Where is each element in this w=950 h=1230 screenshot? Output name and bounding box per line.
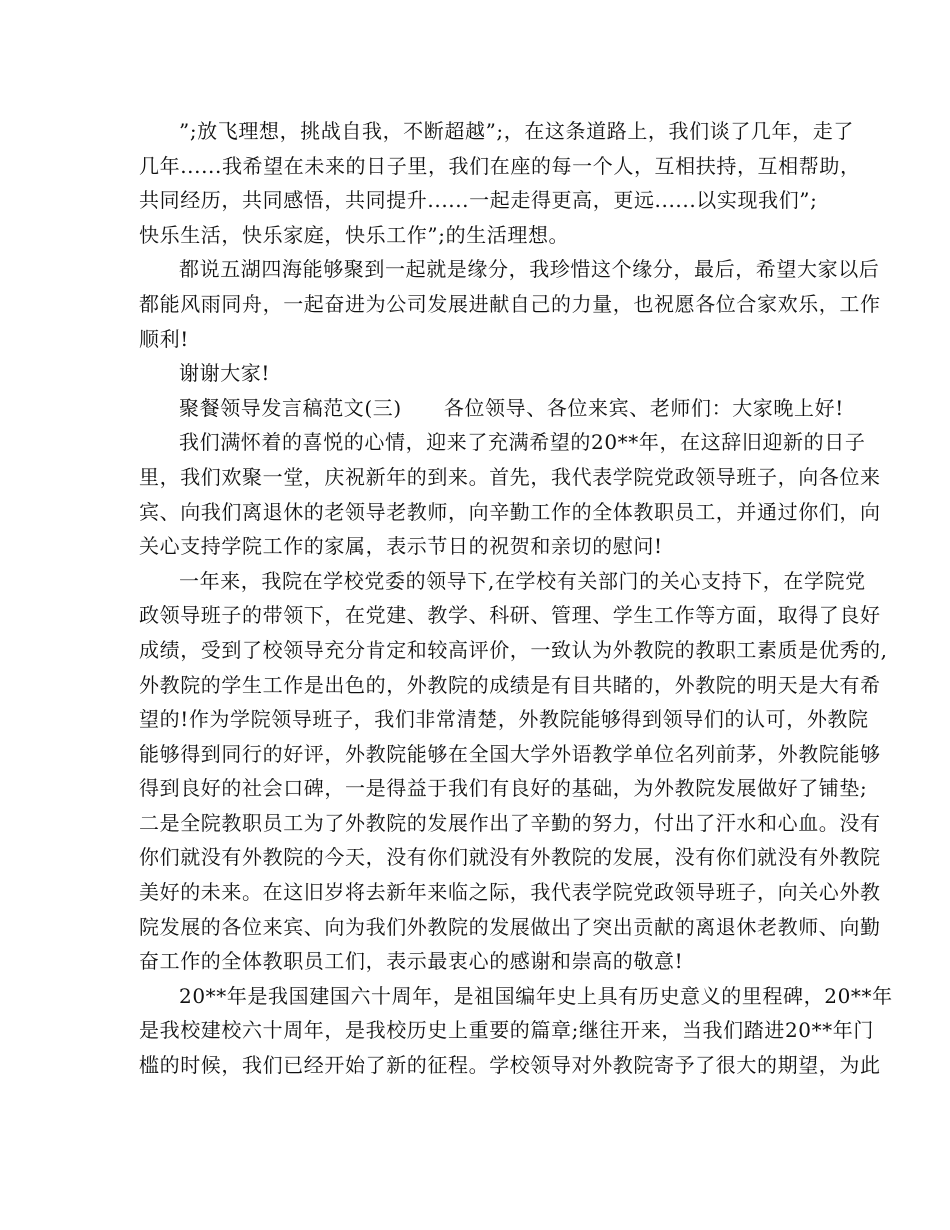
paragraph-ideals — [139, 114, 861, 252]
text-line: 20**年是我国建国六十周年，是祖国编年史上具有历史意义的里程碑，20**年 — [179, 983, 893, 1008]
text-line: 关心支持学院工作的家属，表示节日的祝贺和亲切的慰问! — [139, 534, 663, 559]
text-line: 成绩，受到了校领导充分肯定和较高评价，一致认为外教院的教职工素质是优秀的, — [139, 637, 888, 662]
text-line: 共同经历，共同感悟，共同提升......一起走得更高，更远......以实现我们”; — [139, 188, 818, 213]
text-line: 宾、向我们离退休的老领导老教师，向辛勤工作的全体教职员工，并通过你们，向 — [139, 499, 881, 524]
heading-line — [139, 391, 844, 426]
text-line: 得到良好的社会口碑，一是得益于我们有良好的基础，为外教院发展做好了铺垫; — [139, 776, 868, 801]
paragraph-year-review — [139, 564, 888, 979]
text-line: ”;放飞理想，挑战自我，不断超越”;，在这条道路上，我们谈了几年，走了 — [179, 119, 854, 143]
document-body — [139, 114, 893, 1083]
paragraph-thanks — [139, 356, 815, 391]
text-line: 望的!作为学院领导班子，我们非常清楚，外教院能够得到领导们的认可，外教院 — [139, 707, 869, 732]
text-line: 顺利! — [139, 326, 189, 351]
paragraph-anniversary — [139, 979, 893, 1083]
text-line: 美好的未来。在这旧岁将去新年来临之际，我代表学院党政领导班子，向关心外教 — [139, 880, 881, 905]
paragraph-new-year — [139, 425, 881, 563]
text-line: 政领导班子的带领下，在党建、教学、科研、管理、学生工作等方面，取得了良好 — [139, 603, 881, 628]
section-title: 聚餐领导发言稿范文(三) — [179, 395, 402, 420]
text-line: 外教院的学生工作是出色的，外教院的成绩是有目共睹的，外教院的明天是大有希 — [139, 672, 881, 697]
text-line: 奋工作的全体教职员工们，表示最衷心的感谢和崇高的敬意! — [139, 949, 684, 974]
text-line: 快乐生活，快乐家庭，快乐工作”;的生活理想。 — [139, 222, 570, 247]
text-line: 院发展的各位来宾、向为我们外教院的发展做出了突出贡献的离退休老教师、向勤 — [139, 914, 881, 939]
text-line: 二是全院教职员工为了外教院的发展作出了辛勤的努力，付出了汗水和心血。没有 — [139, 810, 881, 835]
text-line: 一年来，我院在学校党委的领导下,在学校有关部门的关心支持下，在学院党 — [179, 568, 866, 593]
paragraph-fate — [139, 252, 881, 356]
text-line: 谢谢大家! — [179, 361, 271, 386]
text-line: 是我校建校六十周年，是我校历史上重要的篇章;继往开来，当我们踏进20**年门 — [139, 1018, 874, 1043]
text-line: 都能风雨同舟，一起奋进为公司发展进献自己的力量，也祝愿各位合家欢乐，工作 — [139, 291, 881, 316]
text-line: 几年......我希望在未来的日子里，我们在座的每一个人，互相扶持，互相帮助， — [139, 153, 861, 178]
greeting: 各位领导、各位来宾、老师们：大家晚上好! — [443, 395, 844, 420]
text-line: 槛的时候，我们已经开始了新的征程。学校领导对外教院寄予了很大的期望，为此 — [139, 1053, 881, 1078]
text-line: 都说五湖四海能够聚到一起就是缘分，我珍惜这个缘分，最后，希望大家以后 — [179, 257, 880, 282]
text-line: 能够得到同行的好评，外教院能够在全国大学外语教学单位名列前茅，外教院能够 — [139, 741, 881, 766]
section-heading — [139, 391, 844, 426]
text-line: 里，我们欢聚一堂，庆祝新年的到来。首先，我代表学院党政领导班子，向各位来 — [139, 464, 881, 489]
text-line: 我们满怀着的喜悦的心情，迎来了充满希望的20**年，在这辞旧迎新的日子 — [179, 430, 866, 455]
text-line: 你们就没有外教院的今天，没有你们就没有外教院的发展，没有你们就没有外教院 — [139, 845, 881, 870]
